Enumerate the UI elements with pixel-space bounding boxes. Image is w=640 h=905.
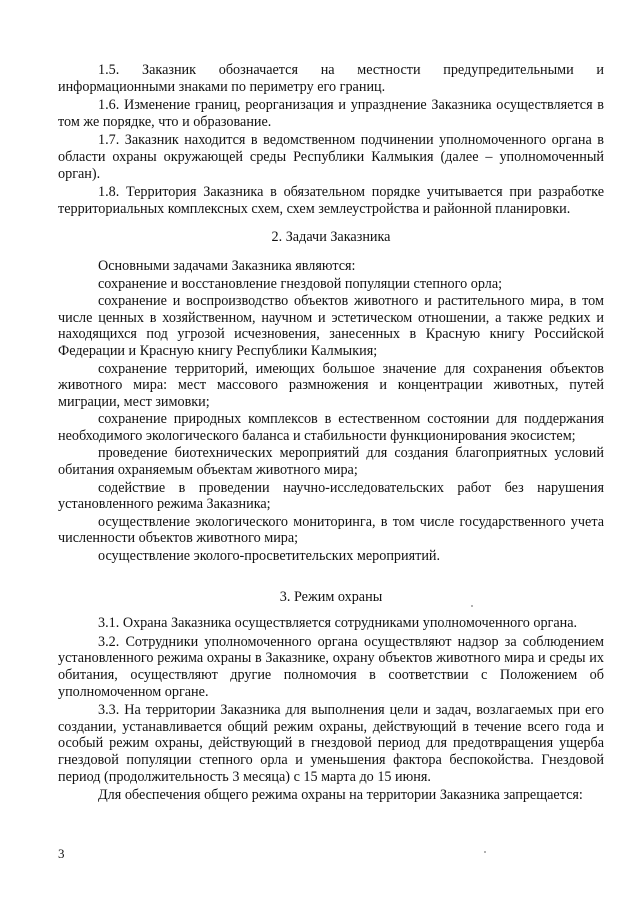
section-2-heading: 2. Задачи Заказника: [271, 229, 391, 246]
task-item: сохранение природных комплексов в естественном состоянии для поддержания необходимого экологического баланса и стабильности функционирования экосистем;: [58, 411, 604, 444]
page-number: 3: [58, 846, 65, 861]
paragraph-3-3: 3.3. На территории Заказника для выполнения цели и задач, возлагаемых при его создании, устанавливается общий режим охраны, действующий в течение всего года и особый режим охраны, действующий в гнездовой период для предотвращения ущерба гнездовой популяции степного орла и уменьшения фактора беспокойства. Гнездовой период (продолжительность 3 месяца) с 15 марта до 15 июня.: [58, 702, 604, 785]
section-3-heading: 3. Режим охраны: [279, 588, 383, 605]
paragraph-1-5: 1.5. Заказник обозначается на местности предупредительными и информационными знаками по периметру его границ.: [58, 62, 604, 95]
task-item: сохранение и воспроизводство объектов животного и растительного мира, в том числе ценных в хозяйственном, научном и эстетическом отношении, а также редких и находящихся под угрозой исчезновения, занесенных в Красную книгу Российской Федерации и Красную книгу Республики Калмыкия;: [58, 293, 604, 359]
task-item: осуществление экологического мониторинга, в том числе государственного учета численности объектов животного мира;: [58, 513, 604, 547]
tasks-intro: Основными задачами Заказника являются:: [98, 257, 356, 274]
paragraph-1-7: 1.7. Заказник находится в ведомственном подчинении уполномоченного органа в области охраны окружающей среды Республики Калмыкия (далее – уполномоченный орган).: [58, 132, 604, 182]
task-item: проведение биотехнических мероприятий для создания благоприятных условий обитания охраняемым объектам животного мира;: [58, 445, 604, 479]
paragraph-3-1: 3.1. Охрана Заказника осуществляется сотрудниками уполномоченного органа.: [98, 615, 578, 632]
scan-speck: [471, 605, 473, 607]
document-body: [58, 62, 604, 806]
paragraph-1-6: 1.6. Изменение границ, реорганизация и упразднение Заказника осуществляется в том же порядке, что и образование.: [58, 97, 604, 130]
scan-speck: [484, 851, 486, 853]
task-item: содействие в проведении научно-исследовательских работ без нарушения установленного режима Заказника;: [58, 479, 604, 513]
paragraph-general-regime: Для обеспечения общего режима охраны на территории Заказника запрещается:: [98, 787, 583, 804]
task-item: сохранение и восстановление гнездовой популяции степного орла;: [98, 275, 503, 292]
paragraph-3-2: 3.2. Сотрудники уполномоченного органа осуществляют надзор за соблюдением установленного режима охраны в Заказнике, охрану объектов животного мира и среды их обитания, осуществляют другие полномочия в соответствии с Положением об уполномоченном органе.: [58, 633, 604, 700]
task-item: осуществление эколого-просветительских мероприятий.: [98, 548, 441, 565]
task-item: сохранение территорий, имеющих большое значение для сохранения объектов животного мира: мест массового размножения и концентрации животных, путей миграции, мест зимовки;: [58, 360, 604, 410]
paragraph-1-8: 1.8. Территория Заказника в обязательном порядке учитывается при разработке территориальных комплексных схем, схем землеустройства и районной планировки.: [58, 184, 604, 217]
